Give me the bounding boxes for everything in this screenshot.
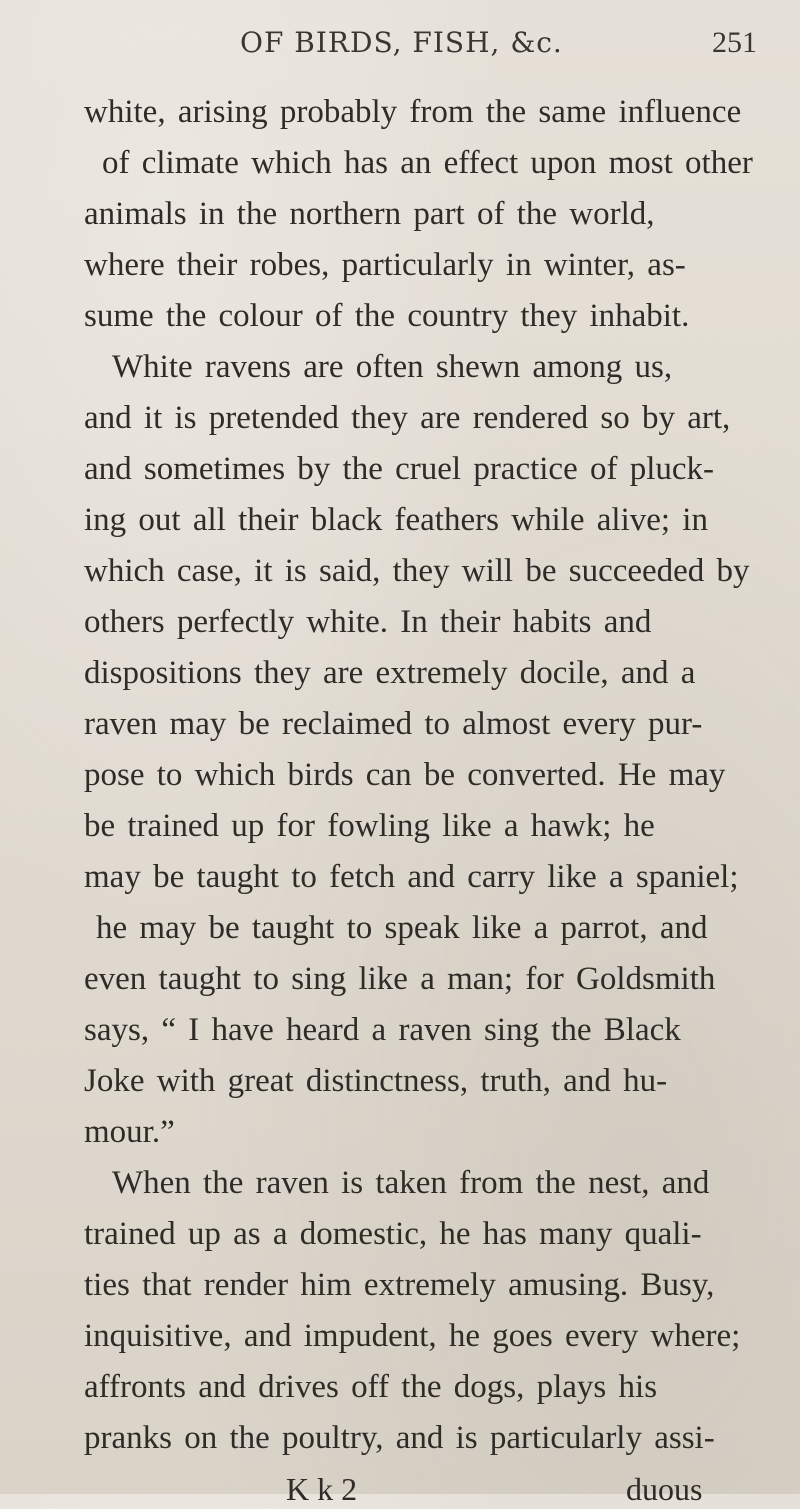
text-line: White ravens are often shewn among us, [112, 349, 673, 385]
page-header [0, 26, 800, 66]
text-line: trained up as a domestic, he has many quali- [84, 1216, 702, 1252]
text-line: ing out all their black feathers while alive; in [84, 502, 708, 538]
text-line: animals in the northern part of the world, [84, 196, 655, 232]
text-line: be trained up for fowling like a hawk; he [84, 808, 655, 844]
text-line: even taught to sing like a man; for Goldsmith [84, 961, 716, 997]
page-number: 251 [712, 26, 757, 59]
catchword: duous [626, 1471, 703, 1507]
signature-mark: K k 2 [286, 1471, 358, 1507]
text-line: Joke with great distinctness, truth, and hu- [84, 1063, 668, 1099]
text-line: where their robes, particularly in winter, as- [84, 247, 686, 283]
text-line: raven may be reclaimed to almost every pur- [84, 706, 703, 742]
running-title: OF BIRDS, FISH, &c. [240, 26, 563, 59]
text-line: sume the colour of the country they inhabit. [84, 298, 690, 334]
text-line: dispositions they are extremely docile, and a [84, 655, 696, 691]
text-line: and it is pretended they are rendered so by art, [84, 400, 731, 436]
text-line: of climate which has an effect upon most other [102, 145, 753, 181]
text-line: mour.” [84, 1114, 175, 1150]
text-line: pranks on the poultry, and is particularly assi- [84, 1420, 715, 1456]
text-line: inquisitive, and impudent, he goes every where; [84, 1318, 741, 1354]
text-line: ties that render him extremely amusing. Busy, [84, 1267, 715, 1303]
text-line: may be taught to fetch and carry like a spaniel; [84, 859, 739, 895]
text-line: he may be taught to speak like a parrot, and [96, 910, 708, 946]
text-line: others perfectly white. In their habits and [84, 604, 652, 640]
text-line: says, “ I have heard a raven sing the Black [84, 1012, 681, 1048]
text-line: pose to which birds can be converted. He may [84, 757, 726, 793]
text-line: affronts and drives off the dogs, plays his [84, 1369, 658, 1405]
text-line: white, arising probably from the same influence [84, 94, 742, 130]
text-line: which case, it is said, they will be succeeded by [84, 553, 750, 589]
text-line: and sometimes by the cruel practice of pluck- [84, 451, 715, 487]
text-line: When the raven is taken from the nest, and [112, 1165, 710, 1201]
